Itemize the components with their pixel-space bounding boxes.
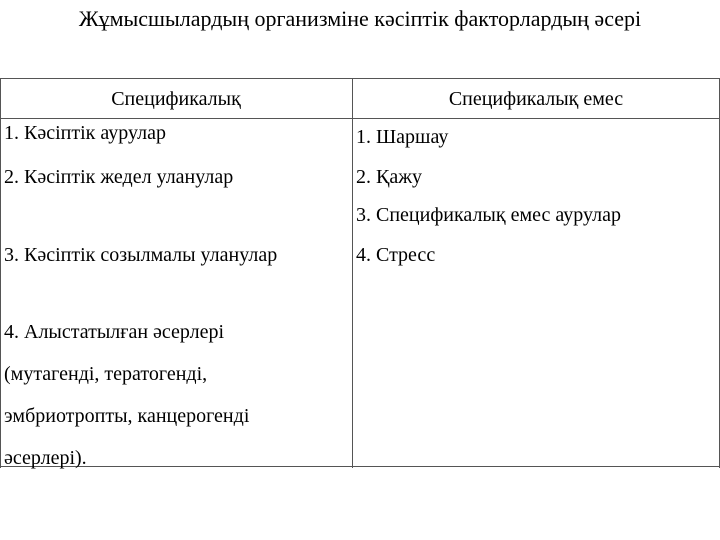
left-item-2: 2. Кәсіптік жедел уланулар	[4, 166, 234, 188]
left-item-4-line-3: эмбриотропты, канцерогенді	[4, 405, 250, 427]
header-nonspecific: Спецификалық емес	[448, 88, 624, 110]
right-item-1: 1. Шаршау	[356, 126, 449, 148]
table-header-row	[0, 79, 720, 119]
left-item-4	[4, 311, 344, 479]
factors-table	[0, 78, 720, 467]
left-item-4-line-2: (мутагенді, тератогенді,	[4, 363, 208, 385]
right-item-3: 3. Спецификалық емес аурулар	[356, 204, 621, 226]
left-item-4-line-4: әсерлері).	[4, 447, 87, 469]
left-item-3: 3. Кәсіптік созылмалы уланулар	[4, 244, 278, 266]
slide-title: Жұмысшылардың организміне кәсіптік факторлардың әсері	[78, 6, 642, 31]
right-item-2: 2. Қажу	[356, 166, 423, 188]
right-item-4: 4. Стресс	[356, 244, 436, 266]
left-item-4-line-1: 4. Алыстатылған әсерлері	[4, 321, 225, 343]
header-specific: Спецификалық	[111, 88, 241, 110]
left-item-1: 1. Кәсіптік аурулар	[4, 122, 166, 144]
table-border-left	[0, 79, 1, 468]
table-column-divider	[352, 79, 353, 468]
